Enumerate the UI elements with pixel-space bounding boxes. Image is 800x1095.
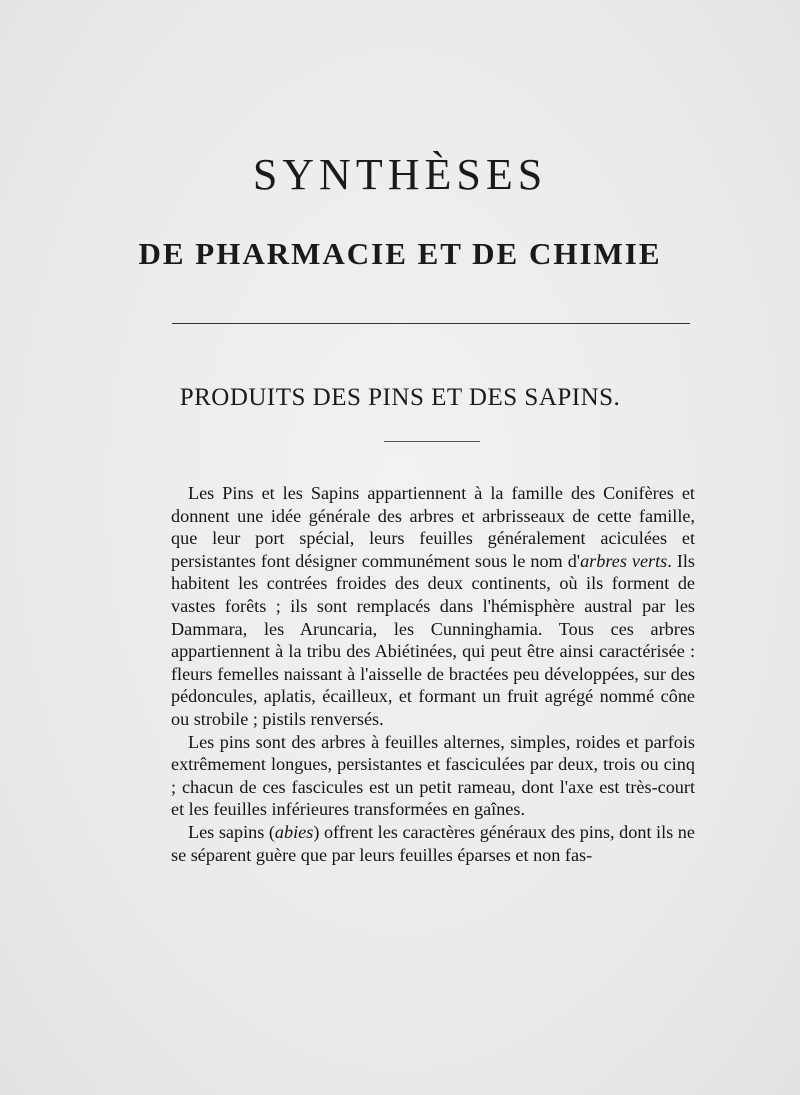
section-rule [384, 441, 480, 442]
page-subtitle: DE PHARMACIE ET DE CHIMIE [138, 236, 662, 271]
paragraph-3-text-a: Les sapins ( [188, 821, 275, 842]
title-rule [172, 323, 690, 324]
paragraph-3-text-b: ) offrent les caractères généraux des pins, dont ils ne se séparent guère que par leurs feuilles éparses et non fas- [171, 821, 695, 865]
page-title: SYNTHÈSES [252, 150, 548, 199]
paragraph-1 [171, 482, 695, 731]
paragraph-3 [171, 821, 695, 866]
paragraph-1-italic: arbres verts [580, 550, 668, 571]
paragraph-1-text-b: . Ils habitent les contrées froides des deux continents, où ils forment de vastes forêts ; ils sont remplacés dans l'hémisphère austral par les Dammara, les Aruncaria, les Cunninghamia. Tous ces arbres appartiennent à la tribu des Abiétinées, qui peut être ainsi caractérisée : fleurs femelles naissant à l'aisselle de bractées peu développées, sur des pédoncules, aplatis, écailleux, et formant un fruit agrégé nommé cône ou strobile ; pistils renversés. [171, 550, 696, 729]
paragraph-1-text-a: Les Pins et les Sapins appartiennent à la famille des Conifères et donnent une idée générale des arbres et arbrisseaux de cette famille, que leur port spécial, leurs feuilles généralement aciculées et persistantes font désigner communément sous le nom d' [171, 483, 695, 571]
body-text [171, 482, 695, 866]
paragraph-3-italic: abies [274, 821, 314, 842]
paragraph-2: Les pins sont des arbres à feuilles alternes, simples, roides et parfois extrêmement longues, persistantes et fasciculées par deux, trois ou cinq ; chacun de ces fascicules est un petit rameau, dont l'axe est très-court et les feuilles inférieures transformées en gaînes. [171, 731, 695, 820]
section-title: PRODUITS DES PINS ET DES SAPINS. [179, 384, 621, 411]
